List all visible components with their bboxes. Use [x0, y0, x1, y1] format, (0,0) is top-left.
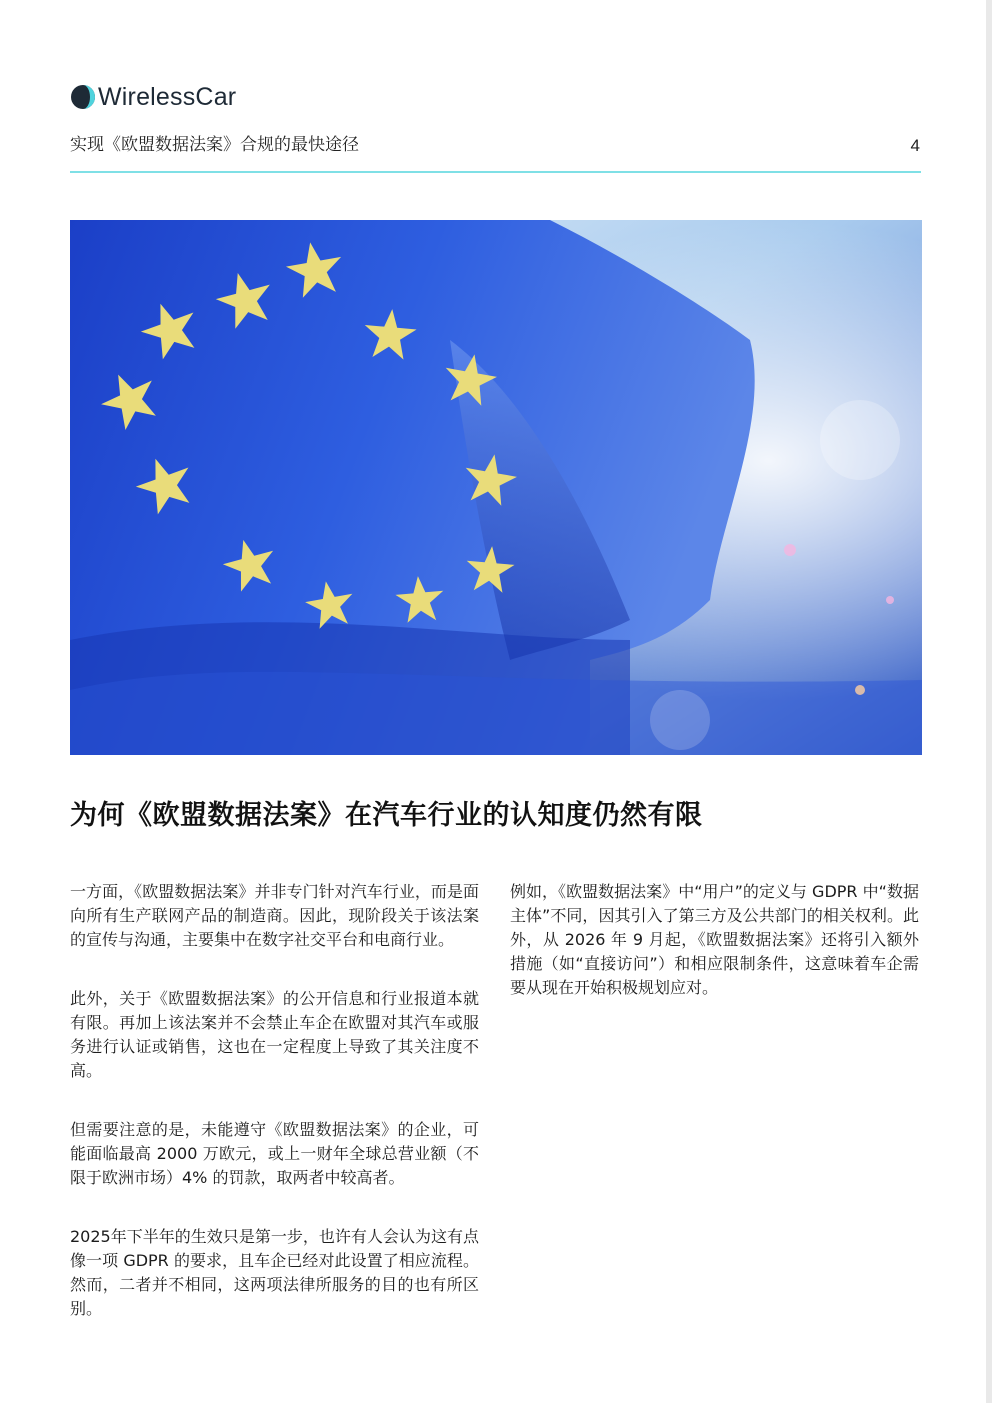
right-column — [510, 880, 919, 1035]
brand-name: WirelessCar — [98, 82, 237, 111]
paragraph: 此外，关于《欧盟数据法案》的公开信息和行业报道本就有限。再加上该法案并不会禁止车企在欧盟对其汽车或服务进行认证或销售，这也在一定程度上导致了其关注度不高。 — [70, 989, 479, 1080]
left-column — [70, 880, 479, 1356]
brand-logo — [70, 80, 236, 114]
paragraph: 2025年下半年的生效只是第一步，也许有人会认为这有点像一项 GDPR 的要求，且车企已经对此设置了相应流程。 然而，二者并不相同，这两项法律所服务的目的也有所区别。 — [70, 1227, 479, 1318]
page-edge — [986, 0, 992, 1403]
header-divider — [70, 171, 921, 173]
eu-flag-photo-icon — [70, 220, 922, 755]
paragraph: 一方面，《欧盟数据法案》并非专门针对汽车行业，而是面向所有生产联网产品的制造商。因此，现阶段关于该法案的宣传与沟通，主要集中在数字社交平台和电商行业。 — [70, 882, 479, 949]
article-heading: 为何《欧盟数据法案》在汽车行业的认知度仍然有限 — [70, 800, 703, 831]
eu-flag-image — [70, 220, 922, 755]
document-subtitle: 实现《欧盟数据法案》合规的最快途径 — [70, 135, 359, 155]
page-number: 4 — [910, 136, 920, 155]
wirelesscar-logo-icon — [70, 84, 96, 110]
paragraph: 例如，《欧盟数据法案》中“用户”的定义与 GDPR 中“数据主体”不同，因其引入了第三方及公共部门的相关权利。此外，从 2026 年 9 月起，《欧盟数据法案》还将引入额外措施（如“直接访问”）和相应限制条件，这意味着车企需要从现在开始积极规划应对。 — [510, 882, 919, 997]
paragraph: 但需要注意的是，未能遵守《欧盟数据法案》的企业，可能面临最高 2000 万欧元，或上一财年全球总营业额（不限于欧洲市场）4% 的罚款，取两者中较高者。 — [70, 1120, 479, 1187]
